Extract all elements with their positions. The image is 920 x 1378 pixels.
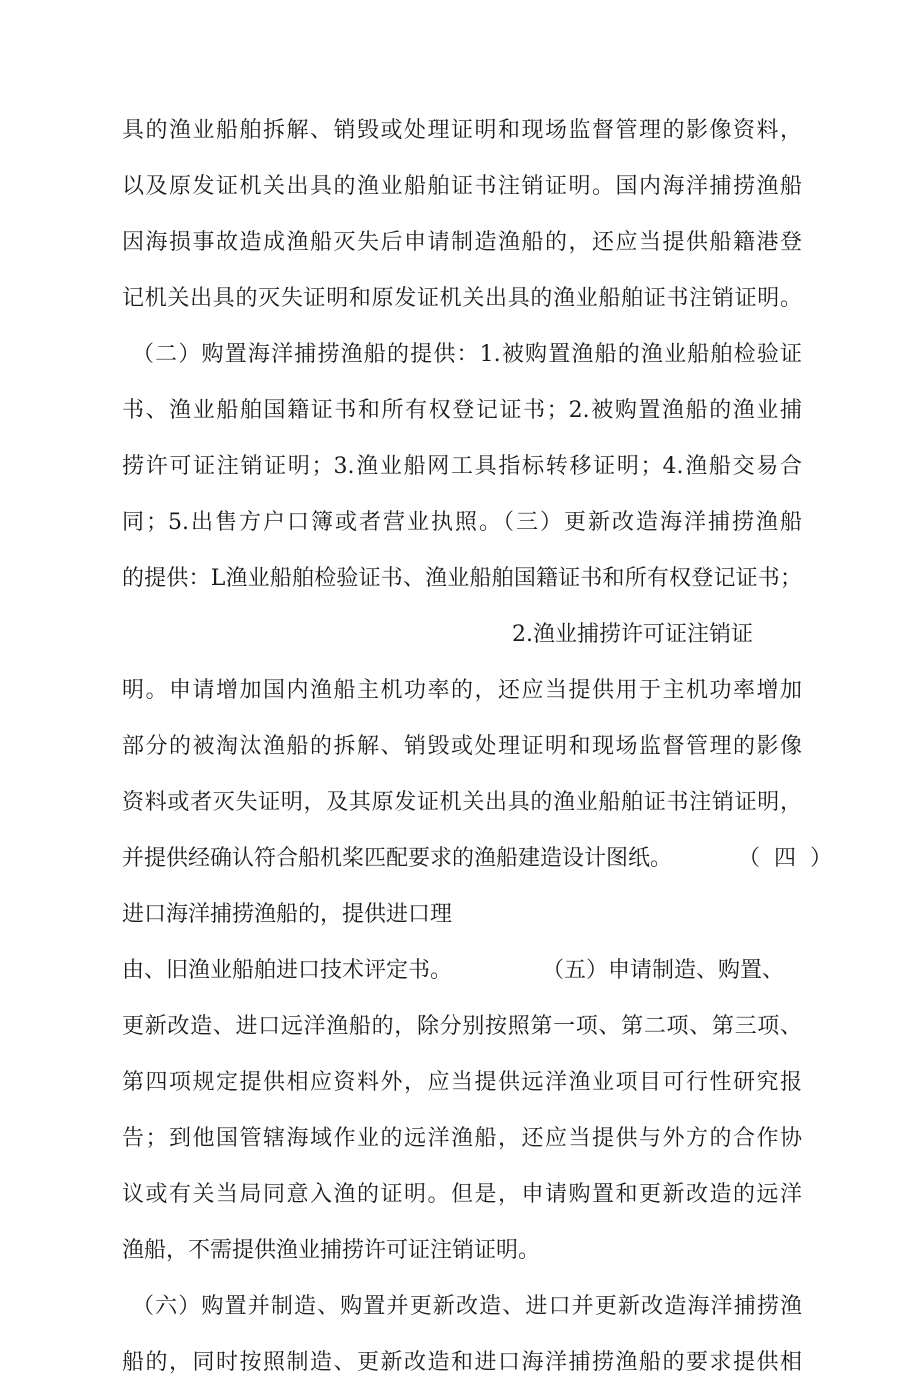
text-line: 以及原发证机关出具的渔业船舶证书注销证明。国内海洋捕捞渔船: [122, 174, 802, 199]
text-line: 更新改造、进口远洋渔船的，除分别按照第一项、第二项、第三项、: [122, 1014, 802, 1039]
text-line: （五）申请制造、购置、: [542, 958, 785, 983]
text-line: 具的渔业船舶拆解、销毁或处理证明和现场监督管理的影像资料，: [122, 118, 802, 143]
section-marker: （四）: [738, 846, 847, 871]
text-line: 同；5.出售方户口簿或者营业执照。（三）更新改造海洋捕捞渔船: [122, 510, 802, 535]
text-line: 书、渔业船舶国籍证书和所有权登记证书；2.被购置渔船的渔业捕: [122, 398, 802, 423]
text-line: 船的，同时按照制造、更新改造和进口海洋捕捞渔船的要求提供相: [122, 1350, 802, 1375]
text-line: （二）购置海洋捕捞渔船的提供：1.被购置渔船的渔业船舶检验证: [132, 342, 802, 367]
text-line: 的提供：L渔业船舶检验证书、渔业船舶国籍证书和所有权登记证书；: [122, 566, 802, 591]
text-line: 并提供经确认符合船机桨匹配要求的渔船建造设计图纸。: [122, 846, 673, 871]
text-line: 2.渔业捕捞许可证注销证: [512, 622, 753, 647]
text-line: 议或有关当局同意入渔的证明。但是，申请购置和更新改造的远洋: [122, 1182, 802, 1207]
text-line: 第四项规定提供相应资料外，应当提供远洋渔业项目可行性研究报: [122, 1070, 802, 1095]
text-line: 进口海洋捕捞渔船的，提供进口理: [122, 902, 453, 927]
text-line: 渔船，不需提供渔业捕捞许可证注销证明。: [122, 1238, 541, 1263]
text-line: 告；到他国管辖海域作业的远洋渔船，还应当提供与外方的合作协: [122, 1126, 802, 1151]
text-line: 明。申请增加国内渔船主机功率的，还应当提供用于主机功率增加: [122, 678, 802, 703]
text-line: 记机关出具的灭失证明和原发证机关出具的渔业船舶证书注销证明。: [122, 286, 802, 311]
text-line: 因海损事故造成渔船灭失后申请制造渔船的，还应当提供船籍港登: [122, 230, 802, 255]
text-line: 由、旧渔业船舶进口技术评定书。: [122, 958, 453, 983]
text-line: （六）购置并制造、购置并更新改造、进口并更新改造海洋捕捞渔: [132, 1294, 802, 1319]
text-line: 资料或者灭失证明，及其原发证机关出具的渔业船舶证书注销证明，: [122, 790, 802, 815]
text-line: 部分的被淘汰渔船的拆解、销毁或处理证明和现场监督管理的影像: [122, 734, 802, 759]
text-line: 捞许可证注销证明；3.渔业船网工具指标转移证明；4.渔船交易合: [122, 454, 802, 479]
